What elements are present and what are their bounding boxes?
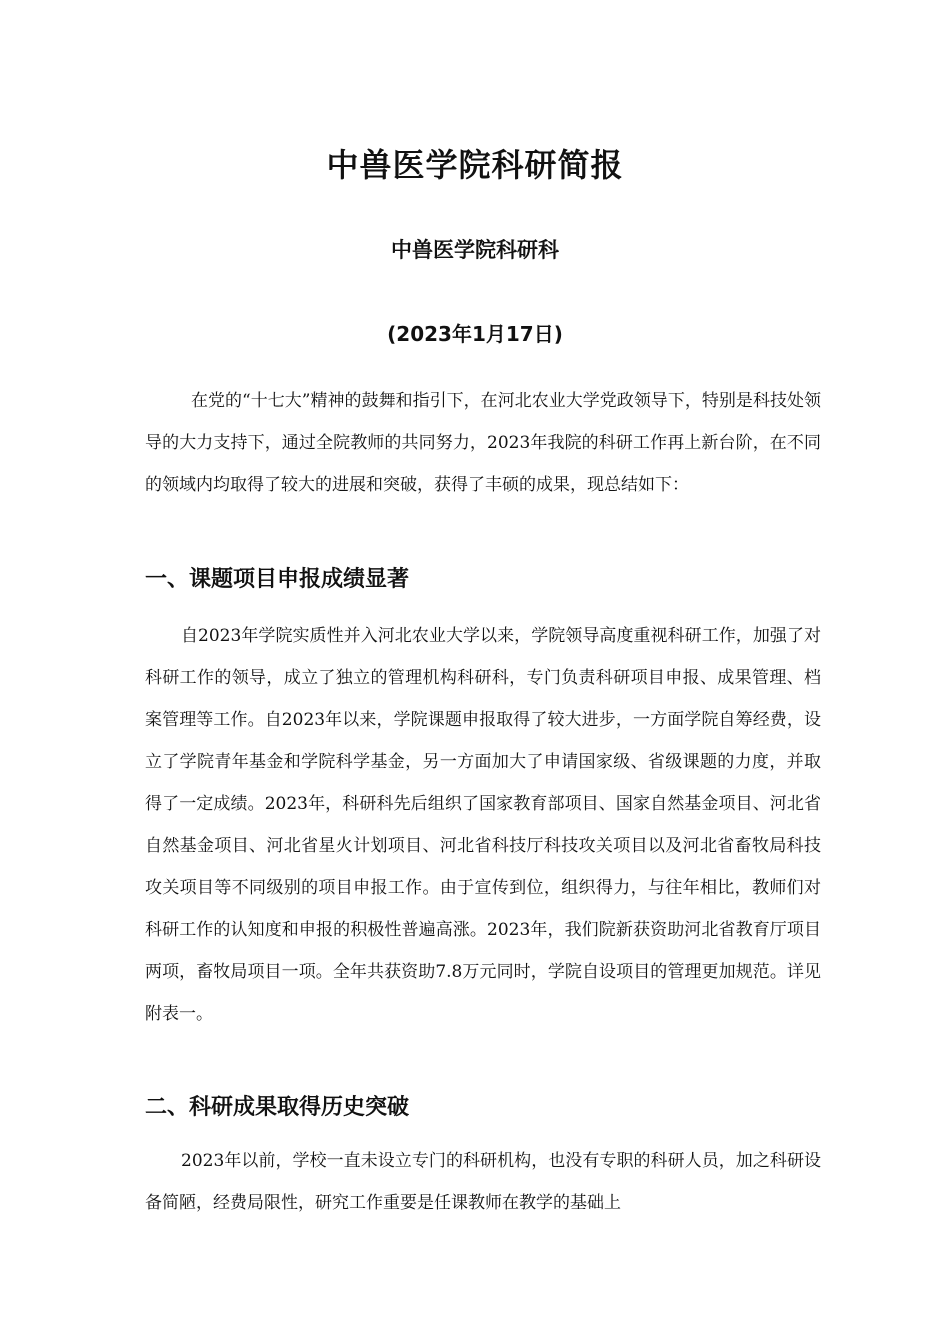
section2-heading: 二、科研成果取得历史突破	[145, 1095, 410, 1120]
document-subtitle: 中兽医学院科研科	[391, 238, 559, 262]
document-title: 中兽医学院科研简报	[326, 146, 624, 184]
section1-block	[145, 615, 821, 1035]
section2-paragraph: 2023年以前，学校一直未设立专门的科研机构，也没有专职的科研人员，加之科研设备简陋，经费局限性，研究工作重要是任课教师在教学的基础上	[145, 1151, 821, 1213]
document-date: (2023年1月17日)	[387, 322, 563, 346]
intro-block	[145, 380, 821, 506]
section2-block	[145, 1140, 821, 1224]
section1-heading: 一、课题项目申报成绩显著	[145, 567, 410, 592]
intro-paragraph: 在党的“十七大”精神的鼓舞和指引下，在河北农业大学党政领导下，特别是科技处领导的大力支持下，通过全院教师的共同努力，2023年我院的科研工作再上新台阶，在不同的领域内均取得了较大的进展和突破，获得了丰硕的成果，现总结如下：	[145, 391, 821, 495]
section1-paragraph: 自2023年学院实质性并入河北农业大学以来，学院领导高度重视科研工作，加强了对科研工作的领导，成立了独立的管理机构科研科，专门负责科研项目申报、成果管理、档案管理等工作。自2023年以来，学院课题申报取得了较大进步，一方面学院自筹经费，设立了学院青年基金和学院科学基金，另一方面加大了申请国家级、省级课题的力度，并取得了一定成绩。2023年，科研科先后组织了国家教育部项目、国家自然基金项目、河北省自然基金项目、河北省星火计划项目、河北省科技厅科技攻关项目以及河北省畜牧局科技攻关项目等不同级别的项目申报工作。由于宣传到位，组织得力，与往年相比，教师们对科研工作的认知度和申报的积极性普遍高涨。2023年，我们院新获资助河北省教育厅项目两项，畜牧局项目一项。全年共获资助7.8万元同时，学院自设项目的管理更加规范。详见附表一。	[145, 626, 821, 1024]
